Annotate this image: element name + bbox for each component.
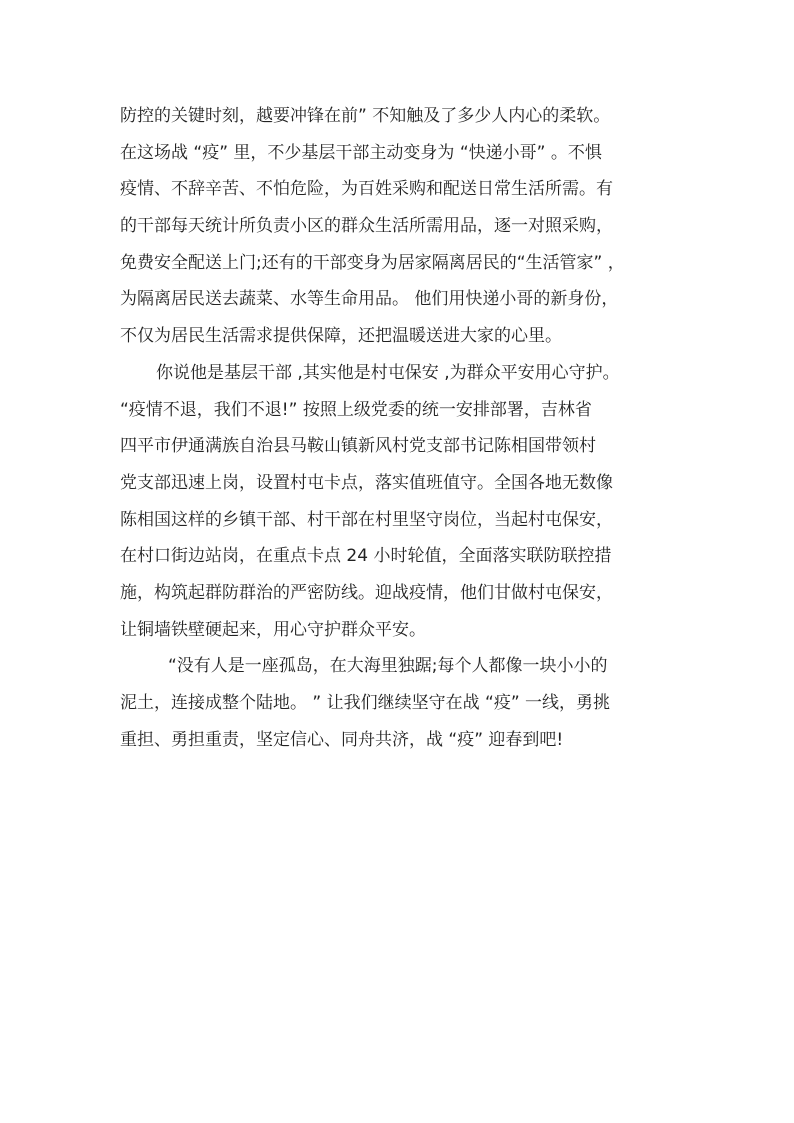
paragraph-3 [120,648,700,758]
text-line: 四平市伊通满族自治县马鞍山镇新风村党支部书记陈相国带领村 [120,436,596,457]
text-line: 重担、勇担重责，坚定信心、同舟共济，战 “疫” 迎春到吧! [120,729,564,750]
text-line: 让铜墙铁壁硬起来，用心守护群众平安。 [120,619,426,640]
text-line: “没有人是一座孤岛，在大海里独踞;每个人都像一块小小的 [168,656,608,677]
text-line: 党支部迅速上岗，设置村屯卡点，落实值班值守。全国各地无数像 [120,472,613,493]
text-line: 疫情、不辞辛苦、不怕危险，为百姓采购和配送日常生活所需。有 [120,179,613,200]
text-line: 在这场战 “疫” 里，不少基层干部主动变身为 “快递小哥” 。不惧 [120,142,602,163]
text-line: 你说他是基层干部 ,其实他是村屯保安 ,为群众平安用心守护。 [156,362,620,383]
document-body [120,98,700,758]
text-line: 为隔离居民送去蔬菜、水等生命用品。 他们用快递小哥的新身份， [120,289,619,310]
text-line: 防控的关键时刻，越要冲锋在前” 不知触及了多少人内心的柔软。 [120,106,611,126]
text-line: 的干部每天统计所负责小区的群众生活所需用品，逐一对照采购， [120,216,613,237]
paragraph-1 [120,98,700,355]
text-line: 在村口街边站岗，在重点卡点 24 小时轮值，全面落实联防联控措 [120,546,612,567]
text-line: 陈相国这样的乡镇干部、村干部在村里坚守岗位，当起村屯保安， [120,509,613,530]
text-line: 免费安全配送上门;还有的干部变身为居家隔离居民的“生活管家” ， [120,252,625,273]
paragraph-2 [120,355,700,649]
text-line: “疫情不退，我们不退!” 按照上级党委的统一安排部署，吉林省 [120,399,592,420]
text-line: 不仅为居民生活需求提供保障，还把温暖送进大家的心里。 [120,326,562,347]
text-line: 泥土，连接成整个陆地。 ” 让我们继续坚守在战 “疫” 一线，勇挑 [120,693,611,713]
text-line: 施，构筑起群防群治的严密防线。迎战疫情，他们甘做村屯保安， [120,582,613,603]
